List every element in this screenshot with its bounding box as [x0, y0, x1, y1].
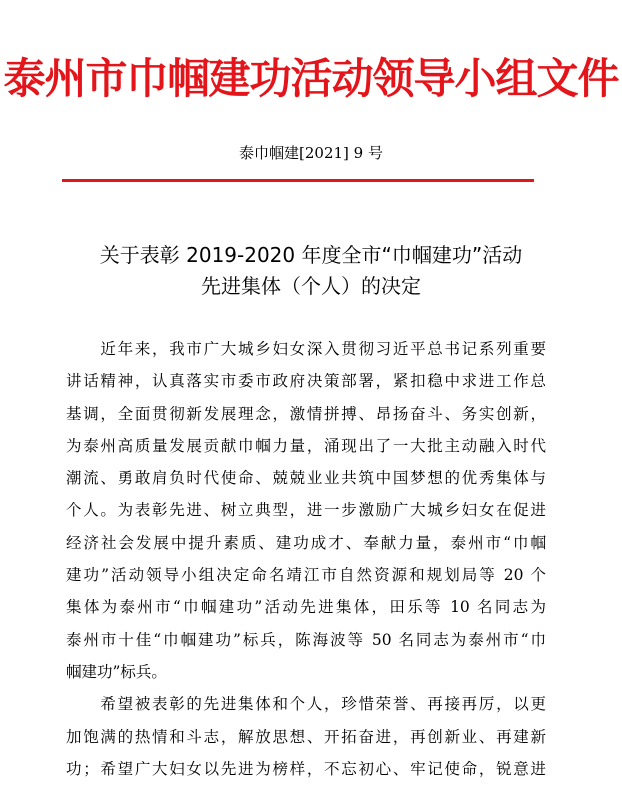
body-line: 为泰州高质量发展贡献巾帼力量，涌现出了一大批主动融入时代: [66, 436, 546, 455]
body-line: 加饱满的热情和斗志，解放思想、开拓奋进，再创新业、再建新: [66, 727, 546, 746]
document-title: [0, 240, 622, 302]
body-line: 希望被表彰的先进集体和个人，珍惜荣誉、再接再厉，以更: [66, 695, 546, 714]
body-line: 建功”活动领导小组决定命名靖江市自然资源和规划局等 20 个: [66, 566, 546, 585]
document-header-title: 泰州市巾帼建功活动领导小组文件: [3, 54, 619, 103]
body-line: 经济社会发展中提升素质、建功成才、奉献力量，泰州市“巾帼: [66, 533, 546, 552]
body-line: 帼建功”标兵。: [66, 662, 167, 681]
body-line: 个人。为表彰先进、树立典型，进一步激励广大城乡妇女在促进: [66, 501, 546, 520]
document-number: 泰巾帼建[2021] 9 号: [239, 144, 383, 162]
body-line: 泰州市十佳“巾帼建功”标兵，陈海波等 50 名同志为泰州市“巾: [66, 630, 546, 649]
document-title-line-1: 关于表彰 2019-2020 年度全市“巾帼建功”活动: [99, 243, 523, 267]
body-line: 讲话精神，认真落实市委市政府决策部署，紧扣稳中求进工作总: [66, 372, 546, 391]
red-divider-line: [62, 179, 534, 182]
body-line: 近年来，我市广大城乡妇女深入贯彻习近平总书记系列重要: [66, 340, 546, 358]
document-title-line-2: 先进集体（个人）的决定: [201, 274, 421, 298]
body-line: 基调，全面贯彻新发展理念，激情拼搏、昂扬奋斗、务实创新，: [66, 404, 546, 423]
body-line: 集体为泰州市“巾帼建功”活动先进集体，田乐等 10 名同志为: [66, 598, 546, 617]
body-line: 潮流、勇敢肩负时代使命、兢兢业业共筑中国梦想的优秀集体与: [66, 469, 546, 488]
body-line: 功；希望广大妇女以先进为榜样，不忘初心、牢记使命，锐意进: [66, 759, 546, 778]
document-body: [66, 333, 546, 785]
